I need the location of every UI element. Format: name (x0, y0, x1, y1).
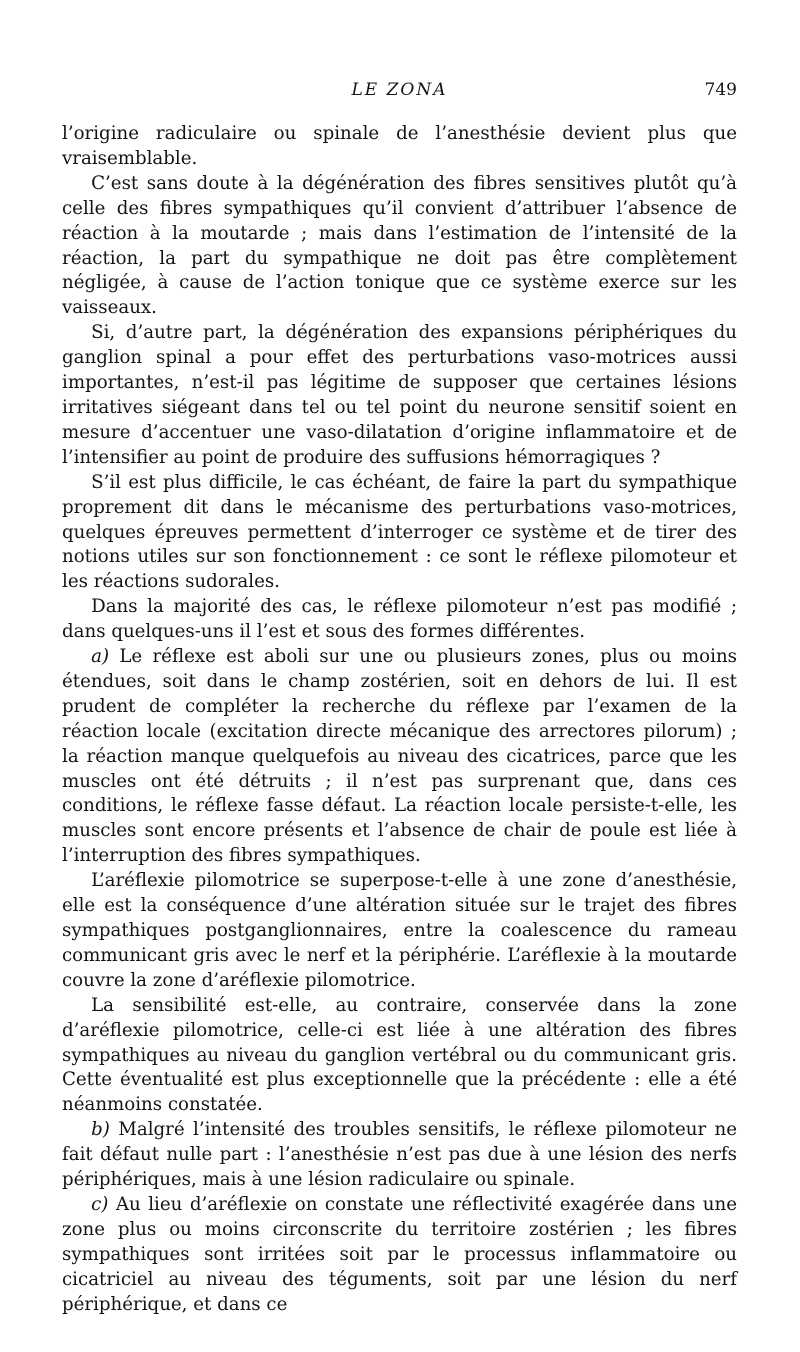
paragraph (62, 994, 737, 1119)
paragraph (62, 321, 737, 470)
running-title: LE ZONA (351, 80, 448, 100)
paragraph (62, 471, 737, 596)
paragraph-text: l’origine radiculaire ou spinale de l’anesthésie devient plus que vraisemblable. (62, 123, 737, 169)
paragraph-text: Dans la majorité des cas, le réflexe pilomoteur n’est pas modifié ; dans quelques-uns il l’est et sous des formes différentes. (62, 596, 737, 643)
list-marker: c) (91, 1193, 109, 1215)
paragraph (62, 1193, 737, 1318)
body-text (62, 122, 737, 1318)
paragraph-text: Au lieu d’aréflexie on constate une réflectivité exagérée dans une zone plus ou moins circonscrite du territoire zostérien ; les fibres sympathiques sont irritées soit par le processus inflammatoire ou cicatriciel au niveau des téguments, soit par une lésion du nerf périphérique, et dans ce (62, 1193, 737, 1315)
paragraph-text: La sensibilité est-elle, au contraire, conservée dans la zone d’aréflexie pilomotrice, celle-ci est liée à une altération des fibres sympathiques au niveau du ganglion vertébral ou du communicant gris. Cette éventualité est plus exceptionnelle que la précédente : elle a été néanmoins constatée. (62, 994, 737, 1116)
paragraph-text: S’il est plus difficile, le cas échéant, de faire la part du sympathique proprement dit dans le mécanisme des perturbations vaso-motrices, quelques épreuves permettent d’interroger ce système et de tirer des notions utiles sur son fonctionnement : ce sont le réflexe pilomoteur et les réactions sudorales. (62, 471, 737, 593)
paragraph-text: Le réflexe est aboli sur une ou plusieurs zones, plus ou moins étendues, soit dans le champ zostérien, soit en dehors de lui. Il est prudent de compléter la recherche du réflexe par l’examen de la réaction locale (excitation directe mécanique des arrectores pilorum) ; la réaction manque quelquefois au niveau des cicatrices, parce que les muscles ont été détruits ; il n’est pas surprenant que, dans ces conditions, le réflexe fasse défaut. La réaction locale persiste-t-elle, les muscles sont encore présents et l’absence de chair de poule est liée à l’interruption des fibres sympathiques. (62, 646, 737, 867)
paragraph-text: Si, d’autre part, la dégénération des expansions périphériques du ganglion spinal a pour effet des perturbations vaso-motrices aussi importantes, n’est-il pas légitime de supposer que certaines lésions irritatives siégeant dans tel ou tel point du neurone sensitif soient en mesure d’accentuer une vaso-dilatation d’origine inflammatoire et de l’intensifier au point de produire des suffusions hémorragiques ? (62, 322, 737, 468)
page-number: 749 (704, 80, 737, 100)
page-header (62, 80, 737, 104)
paragraph-text: L’aréflexie pilomotrice se superpose-t-elle à une zone d’anesthésie, elle est la conséquence d’une altération située sur le trajet des fibres sympathiques postganglionnaires, entre la coalescence du rameau communicant gris avec le nerf et la périphérie. L’aréflexie à la moutarde couvre la zone d’aréflexie pilomotrice. (62, 870, 737, 991)
paragraph (62, 172, 737, 321)
list-marker: b) (91, 1119, 110, 1141)
paragraph (62, 122, 737, 172)
list-marker: a) (91, 646, 110, 668)
paragraph (62, 595, 737, 645)
paragraph (62, 869, 737, 994)
paragraph-text: Malgré l’intensité des troubles sensitifs, le réflexe pilomoteur ne fait défaut nulle part : l’anesthésie n’est pas due à une lésion des nerfs périphériques, mais à une lésion radiculaire ou spinale. (62, 1119, 737, 1191)
paragraph (62, 645, 737, 869)
paragraph (62, 1118, 737, 1193)
paragraph-text: C’est sans doute à la dégénération des fibres sensitives plutôt qu’à celle des fibres sympathiques qu’il convient d’attribuer l’absence de réaction à la moutarde ; mais dans l’estimation de l’intensité de la réaction, la part du sympathique ne doit pas être complètement négligée, à cause de l’action tonique que ce système exerce sur les vaisseaux. (62, 172, 737, 319)
